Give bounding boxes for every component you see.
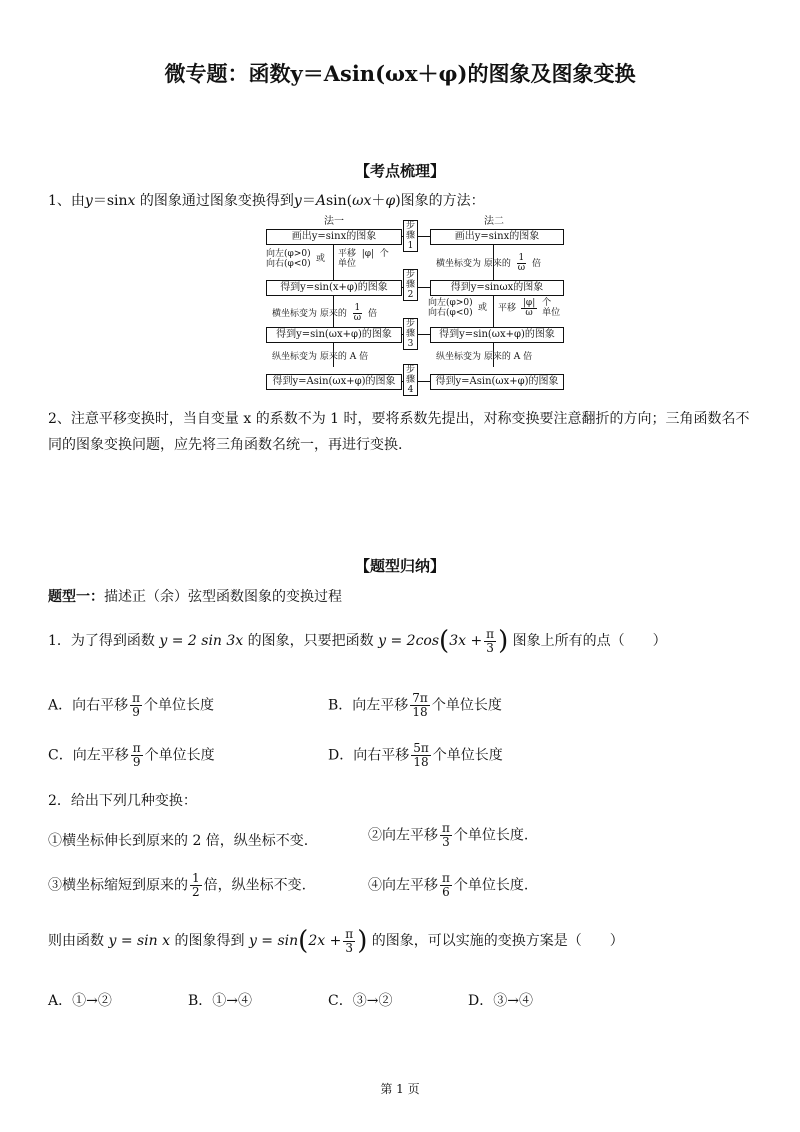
- question-1-option-d[interactable]: D．向右平移 $\frac{5\pi}{18}$ 个单位长度: [328, 741, 503, 769]
- right-scale-label: 横坐标变为 原来的 $\frac{1}{\omega}$ 倍: [436, 253, 541, 273]
- left-box-1: 画出y=sinx的图象: [266, 229, 402, 245]
- section-heading-review: 【考点梳理】: [354, 162, 445, 180]
- page-footer: 第 1 页: [380, 1082, 420, 1096]
- transform-2: ②向左平移 $\frac{\pi}{3}$ 个单位长度.: [368, 821, 529, 849]
- question-1-stem: 1．为了得到函数 y = 2 sin 3x 的图象，只要把函数 y = 2cos(3x + $\frac{\pi}{3}$ ) 图象上所有的点（ ）: [48, 626, 667, 656]
- type-1-heading: 题型一：描述正（余）弦型函数图象的变换过程: [48, 589, 342, 605]
- left-box-3: 得到y=sin(ωx+φ)的图象: [266, 327, 402, 343]
- left-box-2: 得到y=sin(x+φ)的图象: [266, 280, 402, 296]
- right-shift-amount: 平移 $\frac{|\varphi|}{\omega}$ 个 单位: [498, 297, 561, 318]
- right-shift-or: 或: [478, 303, 488, 313]
- step-1-badge: 步 骤 1: [403, 220, 418, 252]
- transformation-flowchart: [266, 212, 564, 395]
- transform-4: ④向左平移 $\frac{\pi}{6}$ 个单位长度.: [368, 871, 529, 899]
- question-2-option-b[interactable]: B．①→④: [188, 993, 253, 1009]
- question-2-stem: 2．给出下列几种变换：: [48, 793, 197, 809]
- right-box-4: 得到y=Asin(ωx+φ)的图象: [430, 374, 564, 390]
- question-2-ask: 则由函数 y = sin x 的图象得到 y = sin(2x + $\frac{\pi}{3}$ ) 的图象，可以实施的变换方案是（ ）: [48, 926, 624, 956]
- left-shift-or: 或: [316, 254, 326, 264]
- question-1-option-c[interactable]: C．向左平移 $\frac{\pi}{9}$ 个单位长度: [48, 741, 215, 769]
- left-shift-direction: 向左(φ>0) 向右(φ<0): [266, 249, 311, 269]
- question-2-option-a[interactable]: A．①→②: [48, 993, 112, 1009]
- method-2-header: 法二: [484, 216, 504, 227]
- section-heading-types: 【题型归纳】: [354, 557, 445, 575]
- left-amplitude-label: 纵坐标变为 原来的 A 倍: [272, 352, 369, 362]
- right-box-2: 得到y=sinωx的图象: [430, 280, 564, 296]
- method-1-header: 法一: [324, 216, 344, 227]
- right-amplitude-label: 纵坐标变为 原来的 A 倍: [436, 352, 533, 362]
- question-1-option-b[interactable]: B．向左平移 $\frac{7\pi}{18}$ 个单位长度: [328, 691, 502, 719]
- left-box-4: 得到y=Asin(ωx+φ)的图象: [266, 374, 402, 390]
- transform-3: ③横坐标缩短到原来的 $\frac{1}{2}$ 倍，纵坐标不变.: [48, 871, 307, 899]
- item-2-text: 2、注意平移变换时，当自变量 x 的系数不为 1 时，要将系数先提出，对称变换要注意翻折的方向；三角函数名不同的图象变换问题，应先将三角函数名统一，再进行变换.: [48, 411, 750, 453]
- question-2-option-c[interactable]: C．③→②: [328, 993, 393, 1009]
- question-2-option-d[interactable]: D．③→④: [468, 993, 533, 1009]
- right-box-3: 得到y=sin(ωx+φ)的图象: [430, 327, 564, 343]
- step-2-badge: 步 骤 2: [403, 269, 418, 301]
- left-scale-label: 横坐标变为 原来的 $\frac{1}{\omega}$ 倍: [272, 303, 377, 323]
- right-shift-direction: 向左(φ>0) 向右(φ<0): [428, 298, 473, 318]
- transform-1: ①横坐标伸长到原来的 2 倍，纵坐标不变.: [48, 833, 309, 849]
- left-shift-amount: 平移 |φ| 个 单位: [338, 249, 389, 269]
- step-3-badge: 步 骤 3: [403, 318, 418, 350]
- step-4-badge: 步 骤 4: [403, 364, 418, 396]
- item-1-text: 1、由y＝sinx 的图象通过图象变换得到y＝Asin(ωx＋φ)图象的方法：: [48, 193, 485, 209]
- right-box-1: 画出y=sinx的图象: [430, 229, 564, 245]
- question-1-option-a[interactable]: A．向右平移 $\frac{\pi}{9}$ 个单位长度: [48, 691, 215, 719]
- page-title: 微专题：函数y＝Asin(ωx＋φ)的图象及图象变换: [164, 61, 636, 86]
